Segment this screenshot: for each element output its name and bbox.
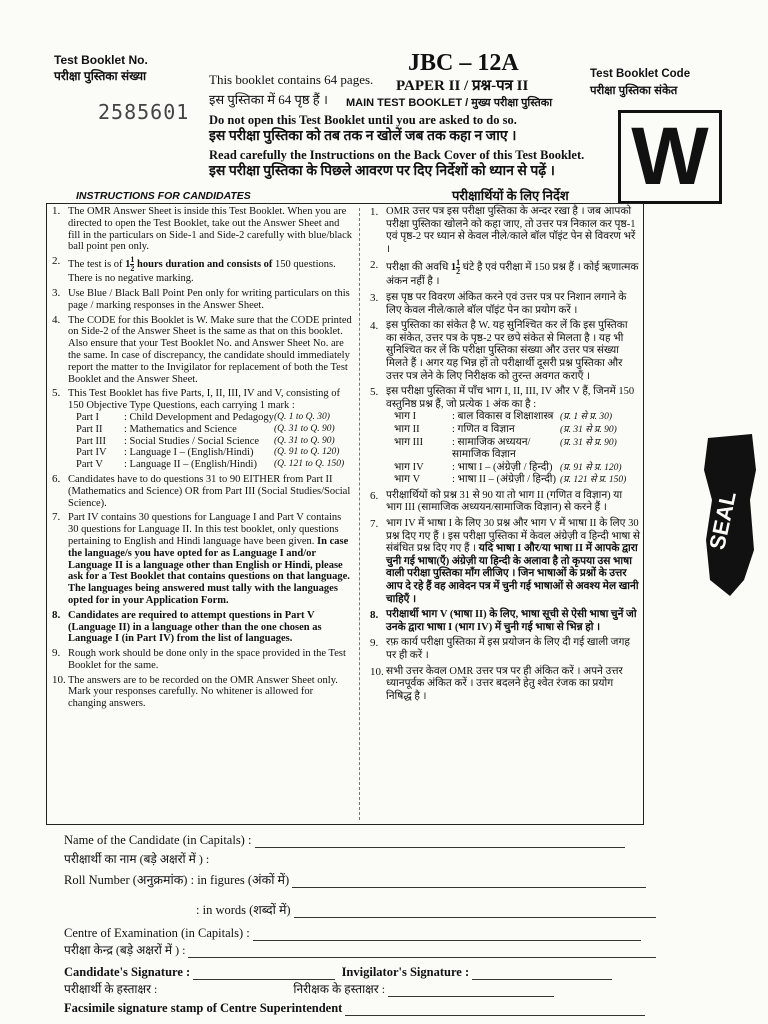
part-label: भाग II: [394, 423, 420, 435]
part-questions: (प्र. 31 से प्र. 90): [560, 424, 617, 435]
booklet-number-label-hi: परीक्षा पुस्तिका संख्या: [54, 69, 147, 83]
instruction-item: [52, 675, 352, 710]
part-row: [394, 437, 640, 462]
signature-row: [64, 964, 724, 980]
item-number: 7.: [370, 518, 379, 531]
part-label: भाग IV: [394, 461, 424, 473]
instruction-item: [52, 610, 352, 645]
invigilator-signature-label-hi: निरीक्षक के हस्ताक्षर :: [293, 982, 386, 996]
item-number: 6.: [52, 472, 61, 485]
part-label: भाग V: [394, 474, 421, 486]
parts-list: [370, 411, 640, 487]
instruction-item: [52, 648, 352, 672]
instruction-item: [370, 637, 640, 662]
part-label: Part V: [76, 459, 103, 471]
language-text-a: Part IV contains 30 questions for Language I and Part V contains 30 questions for Language II. In this test booklet, only questions pertaining to English and Hindi language have been given.: [68, 512, 342, 547]
item-number: 7.: [52, 511, 61, 524]
part-subject: : भाषा II – (अंग्रेज़ी / हिन्दी): [452, 474, 556, 486]
item-number: 8.: [370, 609, 379, 622]
instruction-item: [370, 292, 640, 317]
centre-hi-row: [64, 942, 724, 958]
part-subject: : Language II – (English/Hindi): [124, 459, 257, 471]
centre-label: Centre of Examination (in Capitals) :: [64, 926, 250, 940]
roll-figures-field[interactable]: [292, 887, 646, 888]
centre-field[interactable]: [253, 940, 641, 941]
candidate-signature-field[interactable]: [193, 979, 335, 980]
instruction-text: [386, 259, 640, 289]
item-number: 5.: [52, 387, 61, 400]
instruction-text: परीक्षार्थियों को प्रश्न 31 से 90 या तो भाग II (गणित व विज्ञान) या भाग III (सामाजिक अध्ययन/सामाजिक विज्ञान) से करने हैं ।: [386, 489, 623, 514]
fraction-num: 1: [456, 258, 461, 268]
instruction-text: Rough work should be done only in the space provided in the Test Booklet for the same.: [68, 648, 346, 671]
part-questions: (Q. 91 to Q. 120): [274, 447, 340, 458]
instruction-text: Candidates are required to attempt questions in Part V (Language II) in a language other than the one chosen as Language I (in Part IV) from the list of languages.: [68, 609, 322, 645]
part-subject: : भाषा I – (अंग्रेज़ी / हिन्दी): [452, 461, 553, 473]
candidate-name-hi-row: [64, 851, 724, 867]
paper-code: JBC – 12A: [408, 50, 519, 76]
pages-note-hi: इस पुस्तिका में 64 पृष्ठ हैं ।: [209, 92, 328, 107]
facsimile-label: Facsimile signature stamp of Centre Superintendent: [64, 1001, 343, 1015]
item-number: 3.: [52, 286, 61, 299]
part-questions: (प्र. 31 से प्र. 90): [560, 437, 617, 448]
item-number: 6.: [370, 489, 379, 502]
fraction-den: 2: [456, 267, 461, 277]
part-questions: (Q. 1 to Q. 30): [274, 411, 330, 422]
instruction-text: Candidates have to do questions 31 to 90 EITHER from Part II (Mathematics and Science) OR from Part III (Social Studies/Social Science).: [68, 473, 351, 509]
instruction-item: [52, 474, 352, 509]
part-subject: : Language I – (English/Hindi): [124, 447, 254, 459]
paper-title: PAPER II / प्रश्न-पत्र II: [396, 78, 529, 94]
part-questions: (Q. 31 to Q. 90): [274, 423, 335, 434]
part-row: [76, 459, 352, 471]
duration-text-a: The test is of: [68, 259, 123, 271]
roll-words-row: [196, 902, 716, 918]
instruction-item: [52, 288, 352, 312]
item-number: 2.: [370, 259, 379, 272]
roll-words-field[interactable]: [294, 917, 656, 918]
do-not-open-en: Do not open this Test Booklet until you are asked to do so.: [209, 113, 517, 127]
part-questions: (Q. 31 to Q. 90): [274, 435, 335, 446]
part-label: Part III: [76, 435, 107, 447]
part-questions: (प्र. 91 से प्र. 120): [560, 462, 622, 473]
pages-note: [209, 71, 373, 109]
language-text-a: भाग IV में भाषा I के लिए 30 प्रश्न और भाग V में भाषा II के लिए 30 प्रश्न दिए गए हैं । इस परीक्षा पुस्तिका में केवल अंग्रेज़ी व हिन्दी भाषा से संबंधित प्रश्न दिए गए हैं ।: [386, 518, 640, 555]
item-number: 5.: [370, 386, 379, 399]
instruction-item: [370, 666, 640, 704]
instruction-item: [52, 388, 352, 412]
part-row: [76, 447, 352, 459]
candidate-name-field[interactable]: [255, 847, 625, 848]
part-subject: : Mathematics and Science: [124, 423, 237, 435]
instruction-item: [370, 386, 640, 411]
parts-list: [52, 412, 352, 471]
centre-row: [64, 925, 724, 941]
part-subject: : बाल विकास व शिक्षाशास्त्र: [452, 411, 554, 423]
part-row: [394, 474, 640, 487]
duration-text-a: परीक्षा की अवधि: [386, 262, 449, 274]
instruction-text: The answers are to be recorded on the OMR Answer Sheet only. Mark your responses carefully. No whitener is allowed for changing answers.: [68, 674, 338, 710]
part-questions: (प्र. 1 से प्र. 30): [560, 412, 613, 423]
instruction-item: [52, 256, 352, 285]
instruction-text: [68, 512, 352, 606]
instruction-text: The CODE for this Booklet is W. Make sure that the CODE printed on Side-2 of the Answer Sheet is the same as that on this booklet. Also ensure that your Test Booklet No. and Answer Sheet No. are the same. In case of discrepancy, the candidate should immediately report the matter to the Invigilator for replacement of both the Test Booklet and the Answer Sheet.: [68, 314, 352, 385]
booklet-code-label-en: Test Booklet Code: [590, 68, 691, 80]
instruction-item: [370, 609, 640, 634]
duration-text-b: घंटे है एवं परीक्षा में 150 प्रश्न हैं । कोई ऋणात्मक अंकन नहीं है ।: [386, 262, 639, 288]
instructions-title-hi: परीक्षार्थियों के लिए निर्देश: [452, 188, 569, 203]
candidate-signature-label-hi: परीक्षार्थी के हस्ताक्षर :: [64, 982, 158, 996]
part-label: Part IV: [76, 447, 107, 459]
instructions-hindi: [370, 206, 640, 706]
part-row: [394, 411, 640, 424]
item-number: 10.: [52, 673, 66, 686]
booklet-code-label-hi: परीक्षा पुस्तिका संकेत: [590, 85, 678, 97]
invigilator-signature-field[interactable]: [472, 979, 612, 980]
instruction-text: इस परीक्षा पुस्तिका में पाँच भाग I, II, III, IV और V हैं, जिनमें 150 वस्तुनिष्ठ प्रश्न हैं, जो प्रत्येक 1 अंक का है :: [386, 386, 635, 410]
booklet-number-label-en: Test Booklet No.: [54, 53, 148, 67]
booklet-code-label: [590, 66, 690, 100]
roll-words-label: : in words (शब्दों में): [196, 903, 291, 917]
duration-whole: 1: [450, 262, 457, 274]
instruction-text: Use Blue / Black Ball Point Pen only for writing particulars on this page / marking responses in the Answer Sheet.: [68, 287, 350, 311]
part-subject: : गणित व विज्ञान: [452, 423, 515, 435]
language-text-b: यदि भाषा I और/या भाषा II में आपके द्वारा चुनी गई भाषा(एँ) अंग्रेज़ी या हिन्दी के अलावा है तो कृपया उस भाषा वाली परीक्षा पुस्तिका माँग लीजिए । जिन भाषाओं के प्रश्नों के उत्तर आप दे रहे हैं वह आवेदन पत्र में चुनी गई भाषाओं से अवश्य मेल खानी चाहिएँ ।: [386, 543, 639, 605]
duration-fraction: [456, 259, 460, 276]
do-not-open-hi: इस परीक्षा पुस्तिका को तब तक न खोलें जब तक कहा न जाए ।: [209, 128, 517, 144]
part-subject: : Child Development and Pedagogy: [124, 411, 274, 423]
booklet-number-label: [54, 52, 148, 84]
part-row: [394, 424, 640, 437]
item-number: 3.: [370, 291, 379, 304]
instruction-item: [52, 315, 352, 386]
column-divider: [359, 208, 360, 820]
item-number: 10.: [370, 665, 384, 678]
instruction-text: परीक्षार्थी भाग V (भाषा II) के लिए, भाषा सूची से ऐसी भाषा चुनें जो उनके द्वारा भाषा I (भाग IV) में चुनी गई भाषा से भिन्न हो ।: [386, 609, 637, 633]
duration-fraction: [130, 256, 134, 273]
item-number: 2.: [52, 255, 61, 268]
part-subject: : सामाजिक अध्ययन/सामाजिक विज्ञान: [452, 436, 531, 461]
facsimile-row: [64, 1000, 724, 1016]
part-questions: (प्र. 121 से प्र. 150): [560, 475, 627, 486]
part-row: [394, 462, 640, 475]
invigilator-signature-label: Invigilator's Signature :: [341, 965, 470, 979]
instruction-item: [370, 518, 640, 606]
centre-field-hi[interactable]: [188, 957, 656, 958]
booklet-code-box: W: [618, 110, 722, 204]
instruction-text: [386, 518, 640, 606]
read-carefully-en: Read carefully the Instructions on the Back Cover of this Test Booklet.: [209, 148, 585, 162]
instructions-english: [52, 206, 352, 713]
part-row: [76, 424, 352, 436]
instruction-text: इस पुस्तिका का संकेत है W. यह सुनिश्चित कर लें कि इस पुस्तिका का संकेत, उत्तर पत्र के पृष्ठ-2 पर छपे संकेत से मिलता है । यह भी सुनिश्चित कर लें कि परीक्षा पुस्तिका संख्या और उत्तर पत्र संख्या मिलते हैं । अगर यह भिन्न हों तो परीक्षार्थी दूसरी प्रश्न पुस्तिका और उत्तर पत्र लेने के लिए निरीक्षक को तुरन्त अवगत कराएँ ।: [386, 320, 628, 382]
instruction-item: [52, 512, 352, 606]
roll-number-row: [64, 872, 724, 888]
roll-number-label: Roll Number (अनुक्रमांक) : in figures (अंकों में): [64, 873, 290, 887]
signature-hi-row: [64, 981, 724, 997]
instruction-text: सभी उत्तर केवल OMR उत्तर पत्र पर ही अंकित करें । अपने उत्तर ध्यानपूर्वक अंकित करें । उत्तर बदलने हेतु श्वेत रंजक का प्रयोग निषिद्ध है ।: [386, 665, 623, 702]
part-label: Part I: [76, 411, 100, 423]
fraction-den: 2: [130, 264, 135, 274]
language-text-b: In case the language/s you have opted for as Language I and/or Language II is a language other than English or Hindi, please ask for a Test Booklet that contains questions on that language. The languages being answered must tally with the languages opted for in your Application Form.: [68, 535, 350, 606]
instruction-text: रफ़ कार्य परीक्षा पुस्तिका में इस प्रयोजन के लिए दी गई खाली जगह पर ही करें ।: [386, 637, 630, 661]
seal-stamp: [700, 430, 760, 600]
instruction-text: OMR उत्तर पत्र इस परीक्षा पुस्तिका के अन्दर रखा है । जब आपको परीक्षा पुस्तिका खोलने को कहा जाए, तो उत्तर पत्र निकाल कर पृष्ठ-1 एवं पृष्ठ-2 पर ध्यान से केवल नीले/काले बॉल पॉइंट पेन से विवरण भरें ।: [386, 206, 636, 255]
instruction-item: [370, 320, 640, 383]
duration-text-c: 150 questions. There is no negative marking.: [68, 259, 336, 285]
centre-label-hi: परीक्षा केन्द्र (बड़े अक्षरों में ) :: [64, 943, 186, 957]
instruction-item: [52, 206, 352, 253]
instruction-text: This Test Booklet has five Parts, I, II, III, IV and V, consisting of 150 Objective Type Questions, each carrying 1 mark :: [68, 388, 341, 412]
warning-text: [209, 112, 584, 180]
item-number: 1.: [370, 206, 379, 218]
candidate-name-label-hi: परीक्षार्थी का नाम (बड़े अक्षरों में ) :: [64, 852, 210, 866]
instruction-text: [68, 256, 352, 285]
candidate-name-label: Name of the Candidate (in Capitals) :: [64, 833, 252, 847]
part-row: [76, 436, 352, 448]
item-number: 8.: [52, 608, 61, 621]
part-label: भाग I: [394, 411, 417, 423]
item-number: 4.: [370, 320, 379, 333]
invigilator-signature-field-hi[interactable]: [388, 996, 554, 997]
facsimile-field[interactable]: [345, 1015, 645, 1016]
instruction-item: [370, 259, 640, 289]
seal-text: SEAL: [704, 489, 741, 552]
instruction-item: [370, 206, 640, 256]
read-carefully-hi: इस परीक्षा पुस्तिका के पिछले आवरण पर दिए निर्देशों को ध्यान से पढ़ें ।: [209, 163, 555, 179]
candidate-name-row: [64, 832, 724, 848]
item-number: 1.: [52, 205, 61, 217]
part-row: [76, 412, 352, 424]
item-number: 4.: [52, 313, 61, 326]
main-booklet-label: MAIN TEST BOOKLET / मुख्य परीक्षा पुस्तिका: [346, 97, 553, 109]
instruction-text: इस पृष्ठ पर विवरण अंकित करने एवं उत्तर पत्र पर निशान लगाने के लिए केवल नीले/काले बॉल पॉइंट पेन का प्रयोग करें ।: [386, 291, 627, 316]
part-questions: (Q. 121 to Q. 150): [274, 459, 345, 470]
instruction-text: The OMR Answer Sheet is inside this Test Booklet. When you are directed to open the Test Booklet, take out the Answer Sheet and fill in the particulars on Side-1 and Side-2 carefully with blue/black ball point pen only.: [68, 206, 353, 253]
candidate-signature-label: Candidate's Signature :: [64, 965, 191, 979]
part-label: Part II: [76, 423, 103, 435]
fraction-num: 1: [130, 255, 135, 265]
duration-text-b: hours duration and consists of: [137, 259, 273, 271]
part-subject: : Social Studies / Social Science: [124, 435, 260, 447]
instruction-item: [370, 490, 640, 515]
booklet-number: 2585601: [98, 100, 190, 124]
part-label: भाग III: [394, 436, 424, 448]
instructions-title-en: INSTRUCTIONS FOR CANDIDATES: [76, 190, 251, 202]
pages-note-en: This booklet contains 64 pages.: [209, 72, 374, 87]
duration-whole: 1: [125, 259, 131, 271]
item-number: 9.: [52, 647, 61, 660]
item-number: 9.: [370, 637, 379, 650]
